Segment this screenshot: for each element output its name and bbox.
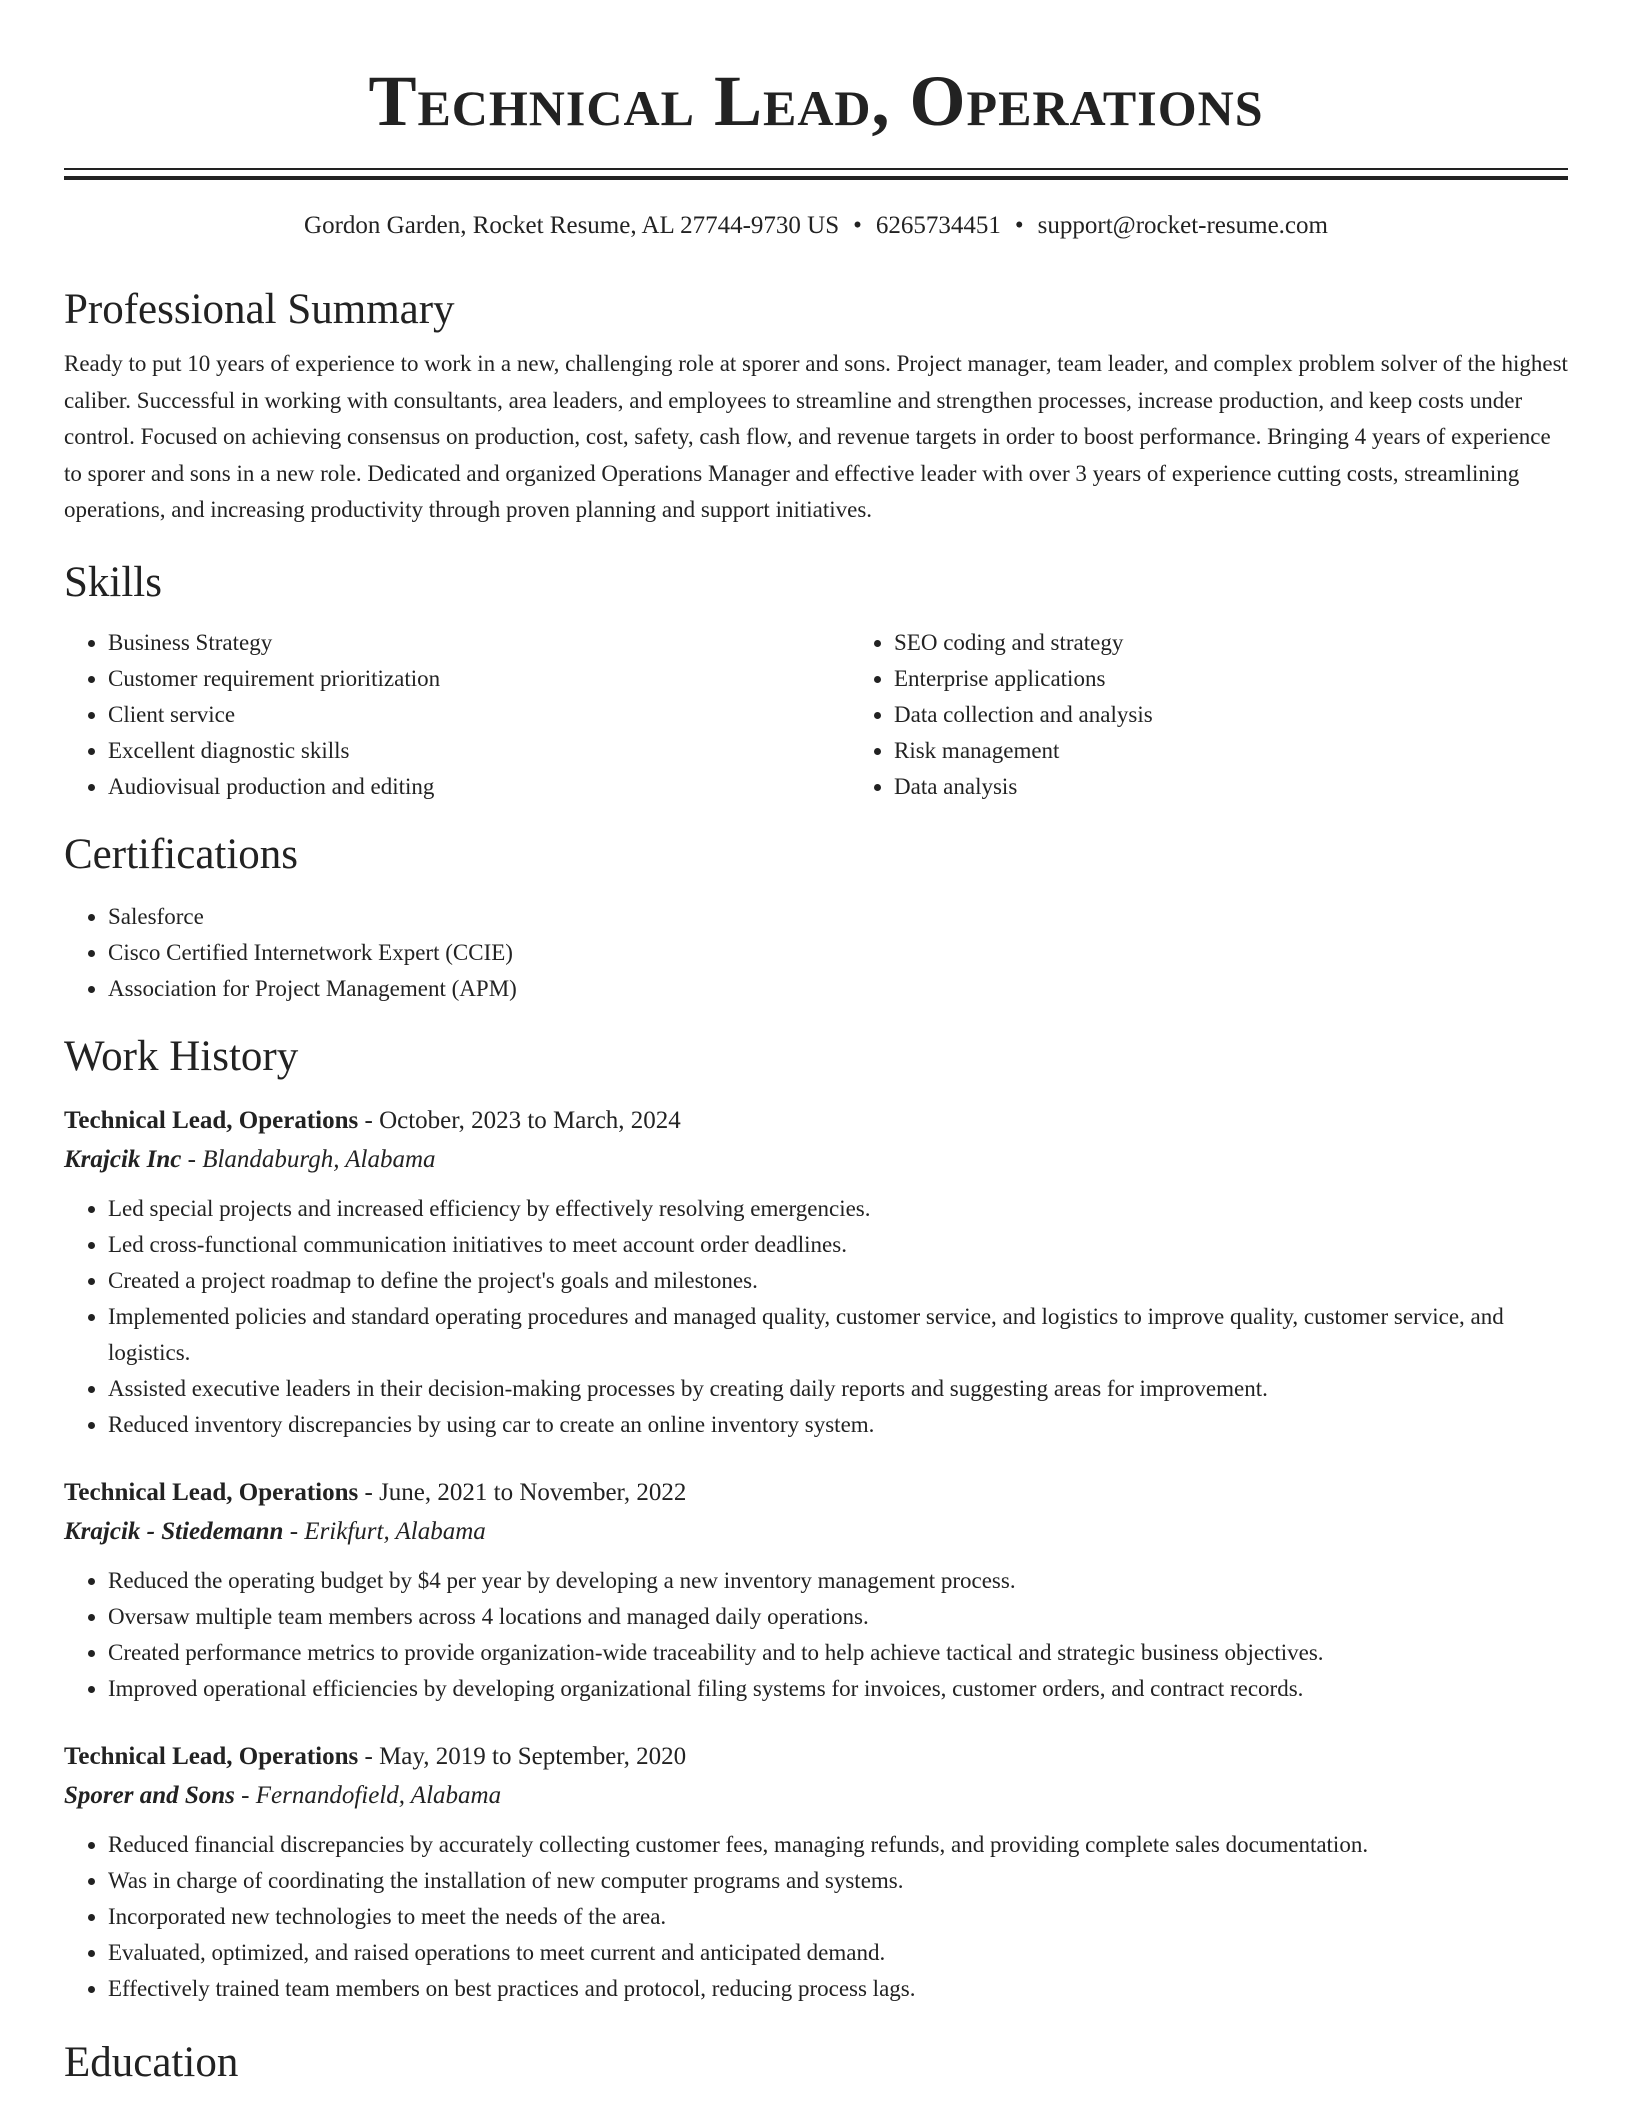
title-divider-thick: [64, 176, 1568, 180]
contact-phone: 6265734451: [875, 212, 1001, 239]
skill-item: • Data analysis: [894, 769, 1632, 805]
job-bullet: • Was in charge of coordinating the installation of new computer programs and systems.: [108, 1863, 1568, 1899]
job-title: Technical Lead, Operations: [64, 1742, 359, 1770]
skill-item: • Customer requirement prioritization: [108, 661, 850, 697]
job-company-line: [64, 1777, 1568, 1815]
job-bullet: • Reduced the operating budget by $4 per year by developing a new inventory management process.: [108, 1563, 1568, 1599]
certification-item: • Cisco Certified Internetwork Expert (CCIE): [108, 935, 1568, 971]
certification-item: • Association for Project Management (APM): [108, 971, 1568, 1007]
job-bullet: • Led special projects and increased efficiency by effectively resolving emergencies.: [108, 1191, 1568, 1227]
skill-item: • Business Strategy: [108, 625, 850, 661]
job-company-line: [64, 1513, 1568, 1551]
job-bullet: • Effectively trained team members on best practices and protocol, reducing process lags.: [108, 1971, 1568, 2007]
skill-item: • Data collection and analysis: [894, 697, 1632, 733]
job-dates: - May, 2019 to September, 2020: [358, 1742, 687, 1770]
title-divider-thin: [64, 168, 1568, 170]
job-title: Technical Lead, Operations: [64, 1106, 359, 1134]
skills-list-right: [850, 625, 1632, 805]
work-history-heading: Work History: [64, 1032, 299, 1080]
job-bullets: [64, 1563, 1568, 1707]
skill-item: • Client service: [108, 697, 850, 733]
resume-title: Technical Lead, Operations: [368, 61, 1264, 141]
job-company-line: [64, 1141, 1568, 1179]
job-entry: [64, 1101, 1568, 1443]
skill-item: • Enterprise applications: [894, 661, 1632, 697]
contact-line: [64, 210, 1568, 242]
summary-text: Ready to put 10 years of experience to work in a new, challenging role at sporer and sons. Project manager, team leader, and complex problem solver of the highest caliber. Successful in working with consultants, area leaders, and employees to streamline and strengthen processes, increase production, and keep costs under control. Focused on achieving consensus on production, cost, safety, cash flow, and revenue targets in order to boost performance. Bringing 4 years of experience to sporer and sons in a new role. Dedicated and organized Operations Manager and effective leader with over 3 years of experience cutting costs, streamlining operations, and increasing productivity through proven planning and support initiatives.: [64, 351, 1568, 522]
job-title: Technical Lead, Operations: [64, 1478, 359, 1506]
summary-heading: Professional Summary: [64, 286, 455, 333]
job-bullet: • Led cross-functional communication initiatives to meet account order deadlines.: [108, 1227, 1568, 1263]
certification-item: • Salesforce: [108, 899, 1568, 935]
job-company: Sporer and Sons: [64, 1781, 235, 1809]
job-bullet: • Incorporated new technologies to meet the needs of the area.: [108, 1899, 1568, 1935]
skill-item: • Excellent diagnostic skills: [108, 733, 850, 769]
skill-item: • SEO coding and strategy: [894, 625, 1632, 661]
job-company: Krajcik Inc: [64, 1145, 182, 1173]
separator-dot: •: [853, 212, 862, 239]
skill-item: • Risk management: [894, 733, 1632, 769]
skills-list-left: [64, 625, 850, 805]
job-title-line: [64, 1737, 1568, 1777]
job-bullet: • Created performance metrics to provide organization-wide traceability and to help achieve tactical and strategic business objectives.: [108, 1635, 1568, 1671]
job-entry: [64, 1473, 1568, 1707]
skills-columns: [64, 625, 1568, 805]
job-bullet: • Assisted executive leaders in their decision-making processes by creating daily reports and suggesting areas for improvement.: [108, 1371, 1568, 1407]
skills-heading: Skills: [64, 558, 162, 606]
job-bullet: • Created a project roadmap to define the project's goals and milestones.: [108, 1263, 1568, 1299]
job-bullets: [64, 1191, 1568, 1443]
education-heading: Education: [64, 2038, 239, 2086]
job-title-line: [64, 1473, 1568, 1513]
job-location: - Erikfurt, Alabama: [283, 1517, 486, 1545]
job-bullet: • Oversaw multiple team members across 4 locations and managed daily operations.: [108, 1599, 1568, 1635]
job-bullet: • Evaluated, optimized, and raised operations to meet current and anticipated demand.: [108, 1935, 1568, 1971]
job-bullet: • Implemented policies and standard operating procedures and managed quality, customer service, and logistics to improve quality, customer service, and logistics.: [108, 1299, 1568, 1371]
contact-email: support@rocket-resume.com: [1037, 212, 1328, 239]
job-bullet: • Improved operational efficiencies by developing organizational filing systems for invoices, customer orders, and contract records.: [108, 1671, 1568, 1707]
job-location: - Fernandofield, Alabama: [234, 1781, 502, 1809]
job-entry: [64, 1737, 1568, 2007]
certifications-list: [64, 899, 1568, 1007]
certifications-heading: Certifications: [64, 830, 299, 878]
separator-dot: •: [1014, 212, 1024, 239]
job-location: - Blandaburgh, Alabama: [181, 1145, 436, 1173]
job-title-line: [64, 1101, 1568, 1141]
job-dates: - October, 2023 to March, 2024: [358, 1106, 681, 1134]
job-bullets: [64, 1827, 1568, 2007]
contact-address: Gordon Garden, Rocket Resume, AL 27744-9730 US: [304, 212, 840, 239]
job-dates: - June, 2021 to November, 2022: [358, 1478, 687, 1506]
job-bullet: • Reduced financial discrepancies by accurately collecting customer fees, managing refunds, and providing complete sales documentation.: [108, 1827, 1568, 1863]
skill-item: • Audiovisual production and editing: [108, 769, 850, 805]
job-company: Krajcik - Stiedemann: [64, 1517, 284, 1545]
job-bullet: • Reduced inventory discrepancies by using car to create an online inventory system.: [108, 1407, 1568, 1443]
